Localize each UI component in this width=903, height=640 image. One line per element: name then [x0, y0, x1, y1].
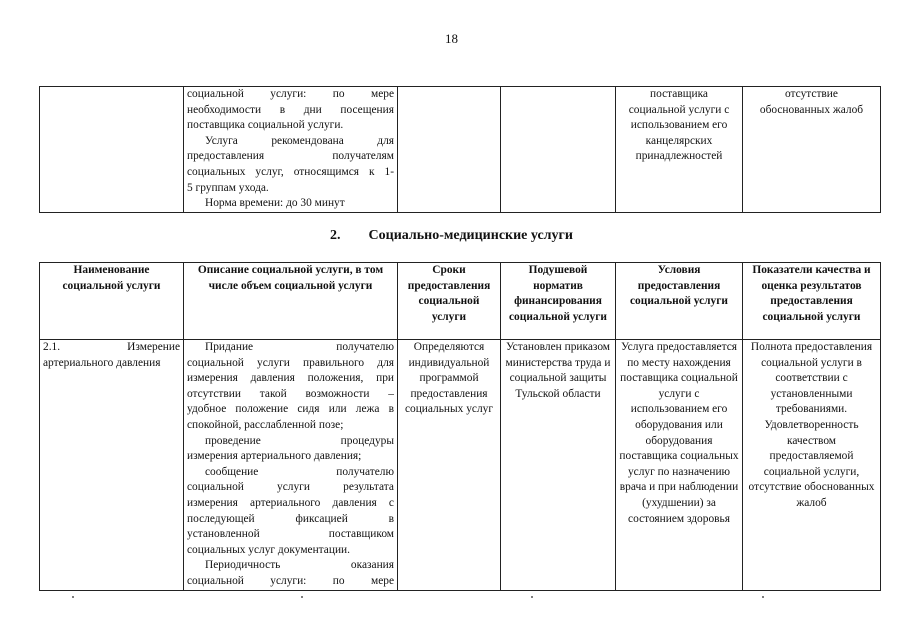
service-name-word: Измерение	[127, 341, 180, 353]
service-number: 2.1.	[43, 341, 61, 353]
header-name: Наименование социальной услуги	[40, 263, 184, 340]
table-row	[40, 87, 881, 213]
cell-quality: Полнота предоставления социальной услуги в соответствии с установленными требованиями. Удовлетворенность качеством предоставляемой социальной услуги, отсутствие обоснованных жалоб	[743, 340, 881, 591]
text-line: удобное положение сидя или лежа в	[187, 403, 394, 416]
text-line: Придание получателю	[205, 341, 394, 353]
cell-quality	[743, 87, 881, 213]
section-number: 2.	[330, 228, 341, 243]
text-line: Периодичность оказания	[205, 559, 394, 572]
cell-terms	[398, 87, 501, 213]
text-line: измерения артериального давления;	[187, 450, 362, 463]
text-line: использованием его	[630, 119, 728, 132]
header-norm: Подушевой норматив финансирования социальной услуги	[501, 263, 616, 340]
text-line: 5 группам ухода.	[187, 181, 269, 194]
header-description: Описание социальной услуги, в том числе объем социальной услуги	[184, 263, 398, 340]
text-line: установленной поставщиком	[187, 528, 394, 541]
text-line: социальной услуги: по мере	[187, 574, 394, 587]
text-line: канцелярских	[645, 134, 713, 147]
speck	[72, 596, 74, 598]
text-line: поставщика социальной услуги.	[187, 119, 344, 132]
cell-name	[40, 87, 184, 213]
table-row	[40, 340, 881, 591]
cell-norm	[501, 87, 616, 213]
cell-conditions	[616, 87, 743, 213]
page-number: 18	[445, 31, 458, 46]
text-line: измерения давления положения, при	[187, 372, 394, 385]
services-table	[39, 262, 881, 591]
service-name-rest: артериального давления	[43, 356, 161, 369]
text-line: социальных услуг документации.	[187, 543, 350, 556]
continuation-table	[39, 86, 881, 213]
text-line: Услуга рекомендована для	[205, 134, 394, 147]
section-title	[0, 228, 903, 244]
text-line: социальной услуги: по мере	[187, 88, 394, 100]
text-line: поставщика	[650, 88, 708, 100]
text-line: измерения артериального давления с	[187, 496, 394, 509]
text-line: сообщение получателю	[205, 465, 394, 478]
cell-description	[184, 87, 398, 213]
cell-name	[40, 340, 184, 591]
text-line: отсутствие	[785, 88, 838, 100]
cell-norm: Установлен приказом министерства труда и социальной защиты Тульской области	[501, 340, 616, 591]
text-line: предоставления получателям	[187, 150, 394, 163]
text-line: необходимости в дни посещения	[187, 103, 394, 116]
speck	[531, 596, 533, 598]
cell-terms: Определяются индивидуальной программой предоставления социальных услуг	[398, 340, 501, 591]
cell-conditions: Услуга предоставляется по месту нахождения поставщика социальной услуги с использованием его оборудования или оборудования поставщика социальных услуг по назначению врача и при наблюдении (ухудшении) за состоянием здоровья	[616, 340, 743, 591]
scan-specks	[0, 596, 903, 602]
text-line: социальной услуги правильного для	[187, 356, 394, 369]
text-line: социальных услуг, относящимся к 1-	[187, 165, 394, 178]
text-line: последующей фиксацией в	[187, 512, 394, 525]
text-line: спокойной, расслабленной позе;	[187, 418, 344, 431]
header-terms: Сроки предоставления социальной услуги	[398, 263, 501, 340]
header-row	[40, 263, 881, 340]
cell-description	[184, 340, 398, 591]
text-line: проведение процедуры	[205, 434, 394, 447]
header-conditions: Условия предоставления социальной услуги	[616, 263, 743, 340]
speck	[301, 596, 303, 598]
header-quality: Показатели качества и оценка результатов предоставления социальной услуги	[743, 263, 881, 340]
text-line: Норма времени: до 30 минут	[205, 197, 345, 210]
text-line: обоснованных жалоб	[759, 103, 864, 116]
text-line: социальной услуги с	[628, 103, 730, 116]
text-line: социальной услуги результата	[187, 481, 394, 494]
service-name-first-line	[43, 340, 180, 356]
text-line: отсутствии такой возможности –	[187, 387, 394, 400]
section-title-text: Социально-медицинские услуги	[368, 228, 573, 243]
speck	[762, 596, 764, 598]
text-line: принадлежностей	[635, 150, 723, 163]
